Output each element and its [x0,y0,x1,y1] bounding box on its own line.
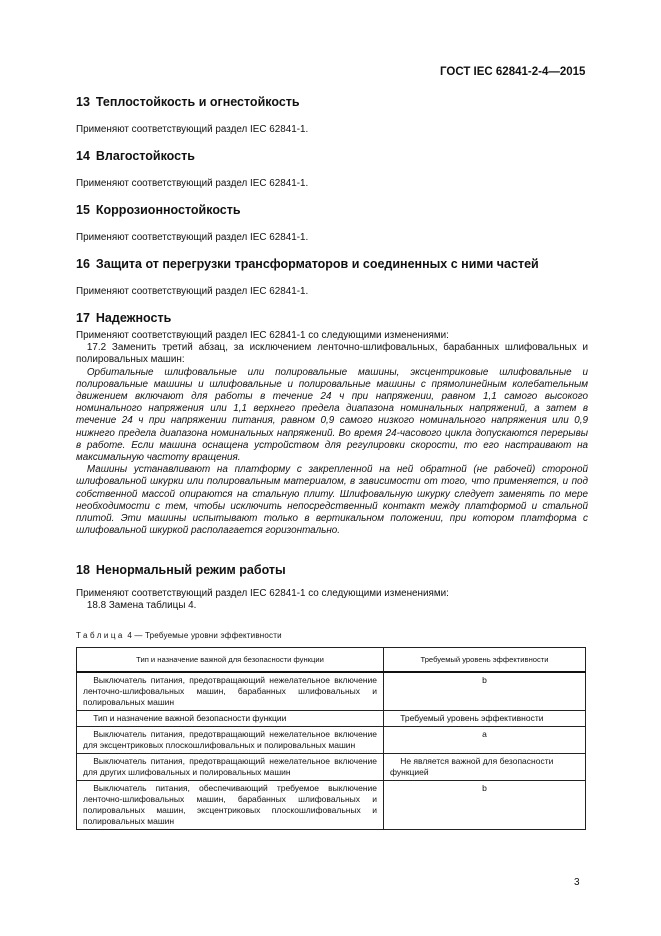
section-13-text: Применяют соответствующий раздел IEC 62841-1. [76,124,309,135]
table-cell-level: b [384,781,586,830]
section-heading-18: 18 Ненормальный режим работы [76,563,286,577]
table-header-cell: Тип и назначение важной для безопасности функции [77,648,384,673]
section-14-text: Применяют соответствующий раздел IEC 62841-1. [76,178,309,189]
efficiency-levels-table [76,647,586,830]
table-row [77,781,586,830]
table-row [77,711,586,727]
document-header: ГОСТ IEC 62841-2-4—2015 [440,66,586,78]
clause-18-8: 18.8 Замена таблицы 4. [86,600,197,612]
section-18-body [76,588,588,612]
section-heading-14: 14 Влагостойкость [76,149,195,163]
section-17-intro: Применяют соответствующий раздел IEC 62841-1 со следующими изменениями: [76,330,449,341]
table-cell-level: b [384,672,586,711]
clause-17-2-paragraph-1: Орбитальные шлифовальные или полировальные машины, эксцентриковые шлифовальные и полировальные машины и шлифовальные и полировальные машины с прямолинейным колебательным движением включают для работы в течение 24 ч при напряжении, равном 1,1 самого высокого номинального напряжения или 1,1 верхнего предела диапазона номинальных напряжений, а затем в течение 24 ч при напряжении питания, равном 0,9 самого низкого номинального напряжения или 0,9 нижнего предела диапазона номинальных напряжений. Во время 24-часового цикла допускаются перерывы в работе. Если машина оснащена устройством для регулировки скорости, то его настраивают на максимальную частоту вращения. [76,366,588,464]
table-header-cell: Требуемый уровень эффективности [384,648,586,673]
section-17-body [76,330,588,537]
page-number: 3 [574,877,580,888]
table-cell-level: Не является важной для безопасности функцией [384,754,586,781]
table-cell-function: Выключатель питания, предотвращающий нежелательное включение для других шлифовальных и полировальных машин [77,754,384,781]
clause-17-2-paragraph-2: Машины устанавливают на платформу с закрепленной на ней обратной (не рабочей) стороной шлифовальной шкурки или полировальным материалом, в зависимости от того, что применяется, и под собственной массой опираются на стальную плиту. Шлифовальную шкурку следует заменять по мере необходимости с тем, чтобы исключить непосредственный контакт между платформой и стальной плитой. Эти машины испытывают только в вертикальном положении, при котором платформа с шлифовальной шкуркой располагается горизонтально. [76,464,588,537]
table-cell-level: Требуемый уровень эффективности [384,711,586,727]
table-cell-function: Выключатель питания, предотвращающий нежелательное включение для эксцентриковых плоскошлифовальных и полировальных машин [77,727,384,754]
table-cell-level: a [384,727,586,754]
section-18-intro: Применяют соответствующий раздел IEC 62841-1 со следующими изменениями: [76,588,449,599]
section-16-text: Применяют соответствующий раздел IEC 62841-1. [76,286,309,297]
clause-17-2: 17.2 Заменить третий абзац, за исключением ленточно-шлифовальных, барабанных шлифовальных и полировальных машин: [76,342,588,366]
section-heading-13: 13 Теплостойкость и огнестойкость [76,95,300,109]
table-cell-function: Выключатель питания, предотвращающий нежелательное включение ленточно-шлифовальных машин, барабанных шлифовальных и полировальных машин [77,672,384,711]
section-heading-16: 16 Защита от перегрузки трансформаторов и соединенных с ними частей [76,257,539,271]
table-row [77,754,586,781]
section-15-text: Применяют соответствующий раздел IEC 62841-1. [76,232,309,243]
table-cell-function: Выключатель питания, обеспечивающий требуемое выключение ленточно-шлифовальных машин, барабанных шлифовальных и полировальных машин, эксцентриковых плоскошлифовальных и полировальных машин [77,781,384,830]
table-row [77,727,586,754]
table-cell-function: Тип и назначение важной безопасности функции [77,711,384,727]
table-caption: Таблица 4 — Требуемые уровни эффективности [76,631,282,640]
section-heading-15: 15 Коррозионностойкость [76,203,241,217]
table-header-row [77,648,586,673]
section-heading-17: 17 Надежность [76,311,172,325]
table-row [77,672,586,711]
